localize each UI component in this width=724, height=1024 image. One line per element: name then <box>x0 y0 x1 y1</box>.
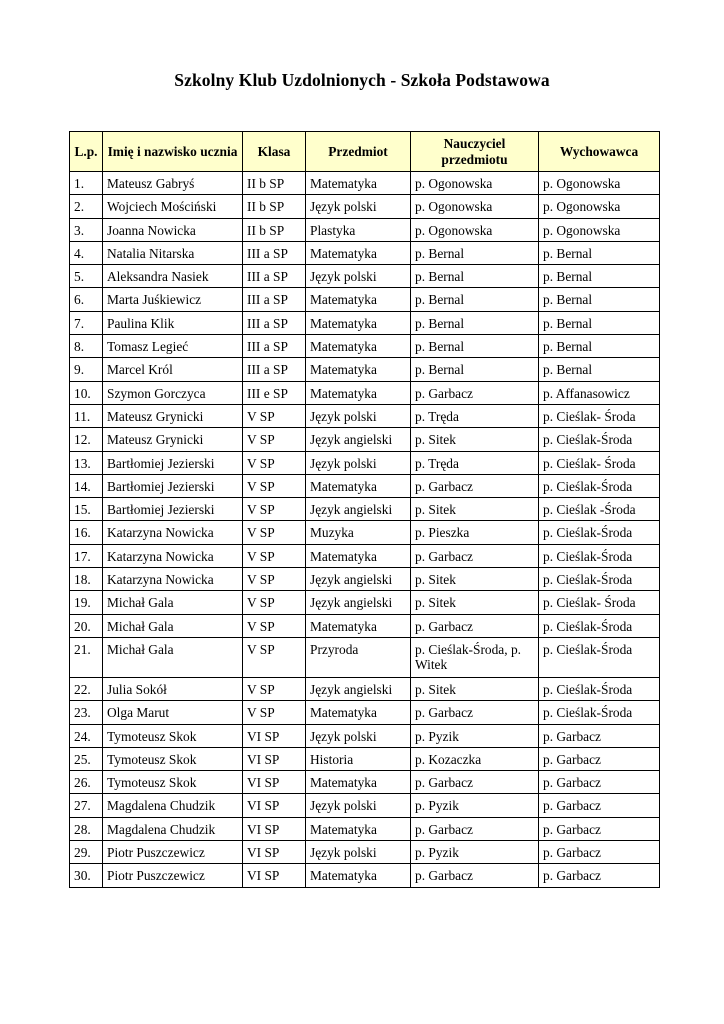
cell-lp: 22. <box>70 677 103 700</box>
cell-wychowawca: p. Garbacz <box>539 771 660 794</box>
cell-nauczyciel: p. Garbacz <box>411 474 539 497</box>
cell-nauczyciel: p. Bernal <box>411 358 539 381</box>
cell-student-name: Natalia Nitarska <box>103 241 243 264</box>
cell-lp: 8. <box>70 335 103 358</box>
cell-nauczyciel: p. Bernal <box>411 265 539 288</box>
cell-klasa: III a SP <box>243 335 306 358</box>
cell-student-name: Katarzyna Nowicka <box>103 521 243 544</box>
cell-klasa: II b SP <box>243 195 306 218</box>
cell-klasa: V SP <box>243 614 306 637</box>
table-body <box>70 172 660 888</box>
cell-przedmiot: Matematyka <box>306 701 411 724</box>
cell-wychowawca: p. Cieślak-Środa <box>539 521 660 544</box>
cell-lp: 29. <box>70 841 103 864</box>
cell-wychowawca: p. Cieślak- Środa <box>539 451 660 474</box>
cell-lp: 5. <box>70 265 103 288</box>
cell-przedmiot: Język angielski <box>306 677 411 700</box>
cell-lp: 26. <box>70 771 103 794</box>
cell-przedmiot: Przyroda <box>306 637 411 677</box>
cell-wychowawca: p. Cieślak-Środa <box>539 428 660 451</box>
table-row <box>70 568 660 591</box>
cell-nauczyciel: p. Garbacz <box>411 381 539 404</box>
cell-lp: 12. <box>70 428 103 451</box>
cell-przedmiot: Język polski <box>306 451 411 474</box>
cell-student-name: Michał Gala <box>103 591 243 614</box>
cell-przedmiot: Matematyka <box>306 544 411 567</box>
cell-klasa: V SP <box>243 428 306 451</box>
table-row <box>70 288 660 311</box>
cell-klasa: V SP <box>243 568 306 591</box>
cell-wychowawca: p. Cieślak-Środa <box>539 701 660 724</box>
table-row <box>70 498 660 521</box>
cell-przedmiot: Matematyka <box>306 771 411 794</box>
cell-lp: 27. <box>70 794 103 817</box>
cell-przedmiot: Język polski <box>306 195 411 218</box>
cell-przedmiot: Język angielski <box>306 428 411 451</box>
cell-student-name: Joanna Nowicka <box>103 218 243 241</box>
table-row <box>70 701 660 724</box>
cell-nauczyciel: p. Garbacz <box>411 701 539 724</box>
cell-student-name: Bartłomiej Jezierski <box>103 451 243 474</box>
cell-lp: 15. <box>70 498 103 521</box>
cell-klasa: III a SP <box>243 241 306 264</box>
cell-student-name: Piotr Puszczewicz <box>103 841 243 864</box>
cell-student-name: Julia Sokół <box>103 677 243 700</box>
table-row <box>70 614 660 637</box>
cell-klasa: III a SP <box>243 288 306 311</box>
cell-nauczyciel: p. Cieślak-Środa, p. Witek <box>411 637 539 677</box>
cell-wychowawca: p. Bernal <box>539 358 660 381</box>
cell-klasa: III a SP <box>243 265 306 288</box>
cell-nauczyciel: p. Tręda <box>411 451 539 474</box>
cell-lp: 30. <box>70 864 103 887</box>
cell-lp: 24. <box>70 724 103 747</box>
table-row <box>70 637 660 677</box>
table-row <box>70 677 660 700</box>
table-row <box>70 311 660 334</box>
table-row <box>70 451 660 474</box>
table-row <box>70 771 660 794</box>
cell-przedmiot: Matematyka <box>306 381 411 404</box>
table-row <box>70 265 660 288</box>
cell-nauczyciel: p. Bernal <box>411 241 539 264</box>
table-row <box>70 428 660 451</box>
cell-lp: 25. <box>70 747 103 770</box>
cell-wychowawca: p. Garbacz <box>539 747 660 770</box>
table-row <box>70 218 660 241</box>
table-row <box>70 404 660 427</box>
cell-nauczyciel: p. Pieszka <box>411 521 539 544</box>
cell-nauczyciel: p. Garbacz <box>411 614 539 637</box>
cell-student-name: Olga Marut <box>103 701 243 724</box>
student-table <box>69 131 660 888</box>
table-row <box>70 817 660 840</box>
cell-klasa: V SP <box>243 677 306 700</box>
cell-nauczyciel: p. Bernal <box>411 311 539 334</box>
cell-student-name: Aleksandra Nasiek <box>103 265 243 288</box>
table-row <box>70 195 660 218</box>
header-wychowawca: Wychowawca <box>539 132 660 172</box>
cell-lp: 17. <box>70 544 103 567</box>
cell-student-name: Szymon Gorczyca <box>103 381 243 404</box>
cell-nauczyciel: p. Sitek <box>411 677 539 700</box>
table-row <box>70 794 660 817</box>
cell-klasa: III a SP <box>243 358 306 381</box>
cell-klasa: V SP <box>243 544 306 567</box>
cell-przedmiot: Język polski <box>306 404 411 427</box>
cell-przedmiot: Język polski <box>306 841 411 864</box>
cell-nauczyciel: p. Ogonowska <box>411 218 539 241</box>
cell-klasa: VI SP <box>243 841 306 864</box>
cell-lp: 2. <box>70 195 103 218</box>
cell-klasa: II b SP <box>243 172 306 195</box>
cell-wychowawca: p. Garbacz <box>539 724 660 747</box>
cell-wychowawca: p. Bernal <box>539 335 660 358</box>
cell-klasa: II b SP <box>243 218 306 241</box>
cell-lp: 6. <box>70 288 103 311</box>
table-row <box>70 747 660 770</box>
cell-nauczyciel: p. Kozaczka <box>411 747 539 770</box>
cell-wychowawca: p. Garbacz <box>539 794 660 817</box>
cell-wychowawca: p. Bernal <box>539 265 660 288</box>
cell-wychowawca: p. Cieślak- Środa <box>539 591 660 614</box>
cell-klasa: III a SP <box>243 311 306 334</box>
header-klasa: Klasa <box>243 132 306 172</box>
cell-przedmiot: Matematyka <box>306 358 411 381</box>
cell-wychowawca: p. Ogonowska <box>539 195 660 218</box>
cell-student-name: Tomasz Legieć <box>103 335 243 358</box>
table-row <box>70 591 660 614</box>
cell-wychowawca: p. Cieślak-Środa <box>539 637 660 677</box>
cell-wychowawca: p. Cieślak-Środa <box>539 614 660 637</box>
cell-lp: 19. <box>70 591 103 614</box>
cell-student-name: Katarzyna Nowicka <box>103 568 243 591</box>
cell-nauczyciel: p. Ogonowska <box>411 172 539 195</box>
table-row <box>70 335 660 358</box>
cell-student-name: Tymoteusz Skok <box>103 771 243 794</box>
cell-klasa: V SP <box>243 637 306 677</box>
cell-przedmiot: Historia <box>306 747 411 770</box>
cell-przedmiot: Język angielski <box>306 591 411 614</box>
cell-przedmiot: Matematyka <box>306 864 411 887</box>
cell-nauczyciel: p. Garbacz <box>411 817 539 840</box>
cell-klasa: VI SP <box>243 817 306 840</box>
cell-wychowawca: p. Garbacz <box>539 864 660 887</box>
table-row <box>70 544 660 567</box>
page-title: Szkolny Klub Uzdolnionych - Szkoła Podstawowa <box>174 70 550 90</box>
cell-lp: 18. <box>70 568 103 591</box>
cell-lp: 20. <box>70 614 103 637</box>
cell-nauczyciel: p. Sitek <box>411 591 539 614</box>
cell-nauczyciel: p. Sitek <box>411 428 539 451</box>
cell-student-name: Tymoteusz Skok <box>103 747 243 770</box>
cell-lp: 13. <box>70 451 103 474</box>
cell-student-name: Magdalena Chudzik <box>103 794 243 817</box>
table-row <box>70 521 660 544</box>
cell-przedmiot: Matematyka <box>306 311 411 334</box>
cell-lp: 14. <box>70 474 103 497</box>
cell-klasa: V SP <box>243 404 306 427</box>
cell-student-name: Tymoteusz Skok <box>103 724 243 747</box>
cell-lp: 7. <box>70 311 103 334</box>
table-row <box>70 841 660 864</box>
cell-nauczyciel: p. Pyzik <box>411 794 539 817</box>
cell-klasa: V SP <box>243 474 306 497</box>
cell-przedmiot: Matematyka <box>306 614 411 637</box>
cell-lp: 21. <box>70 637 103 677</box>
cell-nauczyciel: p. Garbacz <box>411 544 539 567</box>
cell-nauczyciel: p. Bernal <box>411 335 539 358</box>
cell-lp: 11. <box>70 404 103 427</box>
cell-nauczyciel: p. Garbacz <box>411 771 539 794</box>
header-name: Imię i nazwisko ucznia <box>103 132 243 172</box>
header-lp: L.p. <box>70 132 103 172</box>
header-row <box>70 132 660 172</box>
table-row <box>70 381 660 404</box>
cell-lp: 1. <box>70 172 103 195</box>
cell-lp: 10. <box>70 381 103 404</box>
cell-klasa: VI SP <box>243 724 306 747</box>
cell-przedmiot: Matematyka <box>306 817 411 840</box>
cell-klasa: V SP <box>243 591 306 614</box>
cell-klasa: V SP <box>243 521 306 544</box>
cell-klasa: VI SP <box>243 794 306 817</box>
cell-przedmiot: Matematyka <box>306 335 411 358</box>
cell-klasa: V SP <box>243 701 306 724</box>
cell-lp: 23. <box>70 701 103 724</box>
cell-wychowawca: p. Affanasowicz <box>539 381 660 404</box>
cell-student-name: Michał Gala <box>103 637 243 677</box>
cell-lp: 4. <box>70 241 103 264</box>
cell-student-name: Mateusz Gabryś <box>103 172 243 195</box>
cell-nauczyciel: p. Ogonowska <box>411 195 539 218</box>
cell-wychowawca: p. Garbacz <box>539 817 660 840</box>
cell-klasa: VI SP <box>243 864 306 887</box>
cell-student-name: Michał Gala <box>103 614 243 637</box>
header-nauczyciel: Nauczyciel przedmiotu <box>411 132 539 172</box>
cell-przedmiot: Muzyka <box>306 521 411 544</box>
cell-przedmiot: Język polski <box>306 724 411 747</box>
cell-wychowawca: p. Cieślak- Środa <box>539 404 660 427</box>
cell-przedmiot: Plastyka <box>306 218 411 241</box>
cell-wychowawca: p. Cieślak-Środa <box>539 544 660 567</box>
cell-przedmiot: Język polski <box>306 265 411 288</box>
cell-wychowawca: p. Cieślak-Środa <box>539 677 660 700</box>
cell-przedmiot: Matematyka <box>306 172 411 195</box>
cell-przedmiot: Matematyka <box>306 288 411 311</box>
cell-wychowawca: p. Cieślak-Środa <box>539 568 660 591</box>
cell-klasa: V SP <box>243 498 306 521</box>
table-row <box>70 358 660 381</box>
cell-student-name: Marcel Król <box>103 358 243 381</box>
cell-wychowawca: p. Cieślak-Środa <box>539 474 660 497</box>
table-header <box>70 132 660 172</box>
cell-przedmiot: Matematyka <box>306 241 411 264</box>
cell-nauczyciel: p. Garbacz <box>411 864 539 887</box>
table-row <box>70 241 660 264</box>
cell-lp: 28. <box>70 817 103 840</box>
cell-student-name: Mateusz Grynicki <box>103 428 243 451</box>
table-row <box>70 474 660 497</box>
cell-przedmiot: Język angielski <box>306 568 411 591</box>
cell-lp: 3. <box>70 218 103 241</box>
cell-wychowawca: p. Ogonowska <box>539 172 660 195</box>
cell-student-name: Paulina Klik <box>103 311 243 334</box>
cell-lp: 9. <box>70 358 103 381</box>
cell-klasa: V SP <box>243 451 306 474</box>
cell-student-name: Wojciech Mościński <box>103 195 243 218</box>
cell-nauczyciel: p. Pyzik <box>411 724 539 747</box>
cell-student-name: Katarzyna Nowicka <box>103 544 243 567</box>
table-row <box>70 864 660 887</box>
cell-wychowawca: p. Garbacz <box>539 841 660 864</box>
cell-student-name: Mateusz Grynicki <box>103 404 243 427</box>
cell-przedmiot: Język angielski <box>306 498 411 521</box>
cell-klasa: III e SP <box>243 381 306 404</box>
table-row <box>70 724 660 747</box>
cell-lp: 16. <box>70 521 103 544</box>
cell-wychowawca: p. Cieślak -Środa <box>539 498 660 521</box>
cell-nauczyciel: p. Bernal <box>411 288 539 311</box>
table-row <box>70 172 660 195</box>
cell-wychowawca: p. Bernal <box>539 288 660 311</box>
cell-wychowawca: p. Bernal <box>539 311 660 334</box>
cell-przedmiot: Język polski <box>306 794 411 817</box>
cell-klasa: VI SP <box>243 747 306 770</box>
cell-student-name: Piotr Puszczewicz <box>103 864 243 887</box>
cell-student-name: Bartłomiej Jezierski <box>103 474 243 497</box>
cell-student-name: Magdalena Chudzik <box>103 817 243 840</box>
cell-wychowawca: p. Bernal <box>539 241 660 264</box>
header-przedmiot: Przedmiot <box>306 132 411 172</box>
cell-nauczyciel: p. Sitek <box>411 568 539 591</box>
cell-student-name: Marta Juśkiewicz <box>103 288 243 311</box>
cell-nauczyciel: p. Sitek <box>411 498 539 521</box>
cell-przedmiot: Matematyka <box>306 474 411 497</box>
cell-student-name: Bartłomiej Jezierski <box>103 498 243 521</box>
cell-nauczyciel: p. Pyzik <box>411 841 539 864</box>
cell-klasa: VI SP <box>243 771 306 794</box>
cell-wychowawca: p. Ogonowska <box>539 218 660 241</box>
cell-nauczyciel: p. Tręda <box>411 404 539 427</box>
